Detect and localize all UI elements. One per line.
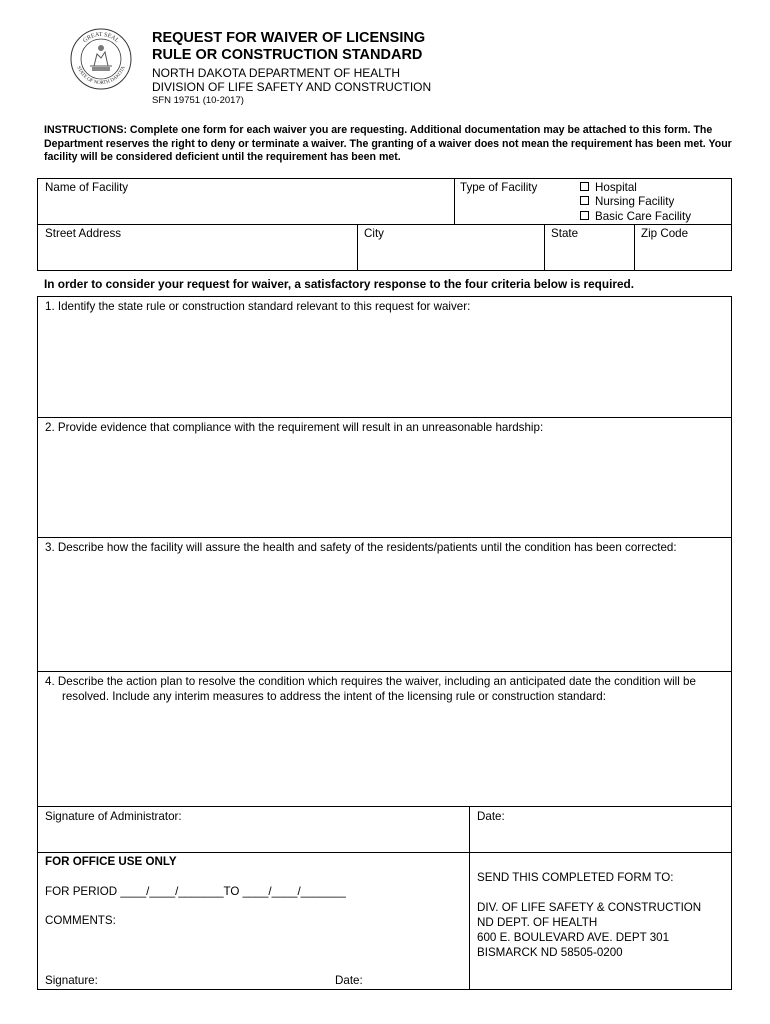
title-line-2: RULE OR CONSTRUCTION STANDARD bbox=[152, 47, 423, 63]
svg-text:GREAT SEAL bbox=[82, 32, 120, 44]
zip-label: Zip Code bbox=[641, 227, 689, 240]
seal-top-text: GREAT SEAL bbox=[82, 31, 120, 45]
facility-type-label: Type of Facility bbox=[460, 181, 538, 194]
address-line-4: BISMARCK ND 58505-0200 bbox=[477, 946, 623, 959]
nursing-checkbox[interactable] bbox=[580, 196, 589, 205]
question-4: 4. Describe the action plan to resolve the condition which requires the waiver, including an anticipated date the condition will be resolved. Include any interim measures to address the intent of the licensing rule or construction standard: bbox=[45, 675, 696, 703]
address-line-2: ND DEPT. OF HEALTH bbox=[477, 916, 598, 929]
type-nursing[interactable] bbox=[580, 195, 674, 209]
office-date-label: Date: bbox=[335, 974, 363, 987]
state-label: State bbox=[551, 227, 579, 240]
q2-divider bbox=[37, 417, 732, 418]
signature-divider bbox=[37, 806, 732, 807]
admin-signature-label: Signature of Administrator: bbox=[45, 810, 182, 823]
q3-divider bbox=[37, 537, 732, 538]
question-3: 3. Describe how the facility will assure the health and safety of the residents/patients until the condition has been corrected: bbox=[45, 541, 677, 554]
nursing-label: Nursing Facility bbox=[595, 195, 675, 208]
mailing-address bbox=[477, 900, 701, 960]
office-period: FOR PERIOD ____/____/_______TO ____/____/_______ bbox=[45, 885, 346, 898]
office-signature-label: Signature: bbox=[45, 974, 98, 987]
basic-care-label: Basic Care Facility bbox=[595, 210, 691, 223]
state-divider bbox=[544, 224, 545, 271]
question-1: 1. Identify the state rule or construction standard relevant to this request for waiver: bbox=[45, 300, 471, 313]
state-seal-logo bbox=[70, 28, 132, 90]
basic-care-checkbox[interactable] bbox=[580, 211, 589, 220]
type-basic-care[interactable] bbox=[580, 210, 691, 224]
department-name: NORTH DAKOTA DEPARTMENT OF HEALTH bbox=[152, 66, 401, 80]
q4-divider bbox=[37, 671, 732, 672]
question-2: 2. Provide evidence that compliance with the requirement will result in an unreasonable hardship: bbox=[45, 421, 544, 434]
city-label: City bbox=[364, 227, 384, 240]
send-to-heading: SEND THIS COMPLETED FORM TO: bbox=[477, 871, 674, 884]
type-divider bbox=[454, 178, 455, 224]
facility-name-label: Name of Facility bbox=[45, 181, 129, 194]
division-name: DIVISION OF LIFE SAFETY AND CONSTRUCTION bbox=[152, 80, 432, 94]
office-divider bbox=[37, 852, 732, 853]
facility-divider bbox=[37, 224, 732, 225]
office-comments-label: COMMENTS: bbox=[45, 914, 116, 927]
form-title bbox=[152, 30, 425, 64]
address-line-1: DIV. OF LIFE SAFETY & CONSTRUCTION bbox=[477, 901, 702, 914]
criteria-heading: In order to consider your request for waiver, a satisfactory response to the four criteria below is required. bbox=[44, 277, 635, 291]
street-label: Street Address bbox=[45, 227, 122, 240]
hospital-label: Hospital bbox=[595, 181, 637, 194]
zip-divider bbox=[634, 224, 635, 271]
hospital-checkbox[interactable] bbox=[580, 182, 589, 191]
admin-date-label: Date: bbox=[477, 810, 505, 823]
form-number: SFN 19751 (10-2017) bbox=[152, 95, 244, 106]
title-line-1: REQUEST FOR WAIVER OF LICENSING bbox=[152, 30, 426, 46]
signature-vertical-divider bbox=[469, 806, 470, 990]
address-line-3: 600 E. BOULEVARD AVE. DEPT 301 bbox=[477, 931, 670, 944]
type-hospital[interactable] bbox=[580, 181, 637, 195]
city-divider bbox=[357, 224, 358, 271]
instructions-text: INSTRUCTIONS: Complete one form for each waiver you are requesting. Additional documentation may be attached to this form. The Department reserves the right to deny or terminate a waiver. The granting of a waiver does not mean the requirement has been met. Your facility will be considered deficient until the requirement has been met. bbox=[44, 124, 732, 164]
seal-bottom-text: STATE OF NORTH DAKOTA bbox=[75, 65, 127, 87]
office-use-heading: FOR OFFICE USE ONLY bbox=[45, 855, 177, 868]
